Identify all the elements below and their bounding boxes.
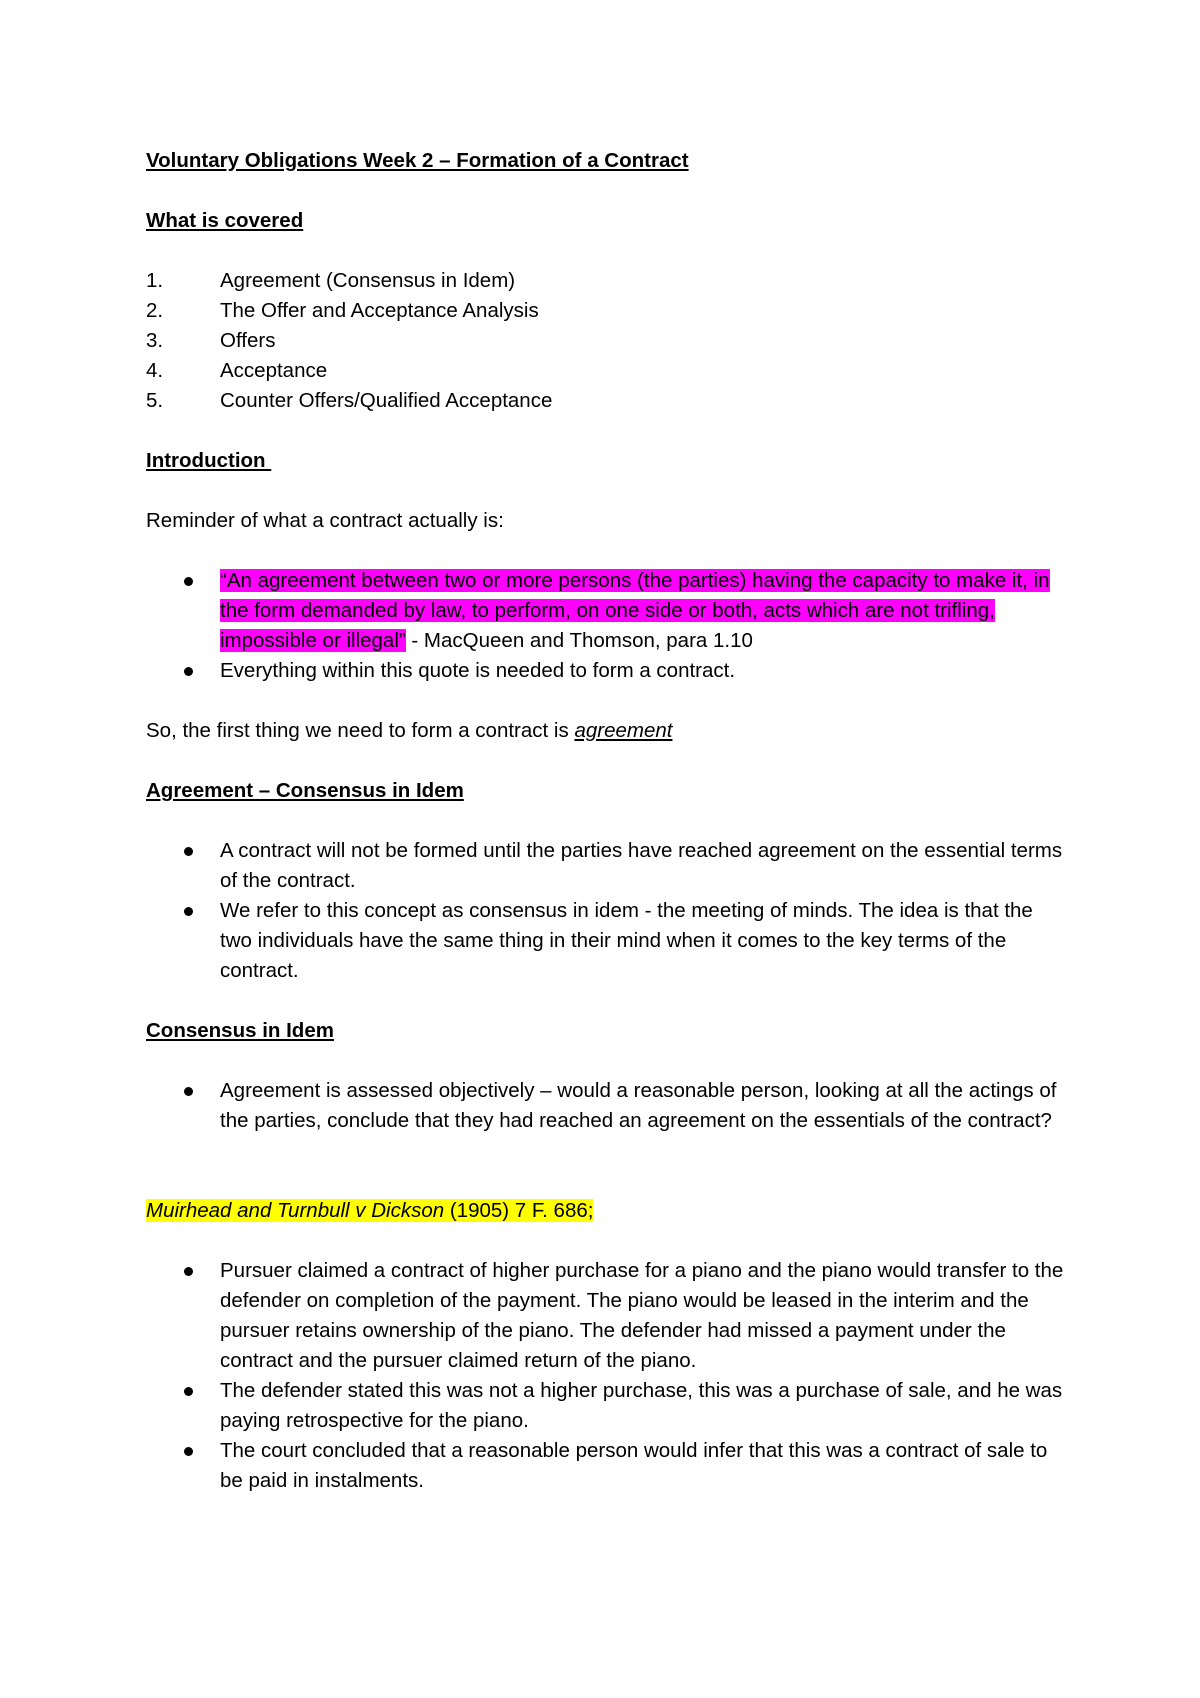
list-item (146, 296, 1066, 326)
list-item (146, 356, 1066, 386)
bullet-icon (184, 1087, 193, 1096)
list-item (146, 656, 1066, 686)
reminder-text: Reminder of what a contract actually is: (146, 509, 504, 532)
first-thing-prefix: So, the first thing we need to form a contract is (146, 719, 575, 742)
case-citation: (1905) 7 F. 686; (444, 1199, 594, 1222)
case-highlight (146, 1199, 593, 1222)
list-item-text: Offers (220, 329, 276, 352)
list-number: 1. (146, 269, 164, 292)
list-item-text: Agreement is assessed objectively – would a reasonable person, looking at all the actings of the parties, conclude that they had reached an agreement on the essentials of the contract? (220, 1079, 1057, 1132)
list-number: 2. (146, 299, 164, 322)
list-item (146, 836, 1066, 896)
list-item (146, 1376, 1066, 1436)
introduction-heading: Introduction (146, 449, 272, 472)
list-item-text: The court concluded that a reasonable person would infer that this was a contract of sale to be paid in instalments. (220, 1439, 1048, 1492)
consensus-bullets (146, 1076, 1066, 1136)
list-item-text: Acceptance (220, 359, 328, 382)
bullet-icon (184, 1267, 193, 1276)
list-item-text: A contract will not be formed until the parties have reached agreement on the essential terms of the contract. (220, 839, 1063, 892)
bullet-icon (184, 667, 193, 676)
document-body (146, 146, 1066, 1496)
bullet-icon (184, 847, 193, 856)
agreement-bullets (146, 836, 1066, 986)
introduction-bullets (146, 566, 1066, 686)
first-thing-text (146, 716, 1066, 746)
agreement-heading: Agreement – Consensus in Idem (146, 779, 464, 802)
list-item (146, 1256, 1066, 1376)
covered-list (146, 266, 1066, 416)
list-item (146, 1076, 1066, 1136)
quote-source: - MacQueen and Thomson, para 1.10 (405, 629, 753, 652)
case-bullets (146, 1256, 1066, 1496)
list-item (146, 266, 1066, 296)
list-item-text: Everything within this quote is needed to form a contract. (220, 659, 736, 682)
bullet-icon (184, 907, 193, 916)
list-item (146, 566, 1066, 656)
list-item (146, 896, 1066, 986)
list-item-text: Agreement (Consensus in Idem) (220, 269, 516, 292)
covered-heading: What is covered (146, 209, 304, 232)
list-item (146, 326, 1066, 356)
list-item-text: The Offer and Acceptance Analysis (220, 299, 539, 322)
list-item-text: Counter Offers/Qualified Acceptance (220, 389, 553, 412)
highlighted-quote: “An agreement between two or more persons (the parties) having the capacity to make it, in the form demanded by law, to perform, on one side or both, acts which are not trifling, impossible or illegal” (220, 569, 1050, 652)
case-name: Muirhead and Turnbull v Dickson (146, 1199, 445, 1222)
list-item (146, 1436, 1066, 1496)
document-title: Voluntary Obligations Week 2 – Formation of a Contract (146, 149, 689, 172)
list-number: 3. (146, 329, 164, 352)
list-item-text: Pursuer claimed a contract of higher purchase for a piano and the piano would transfer to the defender on completion of the payment. The piano would be leased in the interim and the pursuer retains ownership of the piano. The defender had missed a payment under the contract and the pursuer claimed return of the piano. (220, 1259, 1064, 1372)
agreement-emphasis: agreement (574, 719, 673, 742)
bullet-icon (184, 1387, 193, 1396)
bullet-icon (184, 1447, 193, 1456)
list-number: 4. (146, 359, 164, 382)
bullet-icon (184, 577, 193, 586)
list-item-text: The defender stated this was not a higher purchase, this was a purchase of sale, and he was paying retrospective for the piano. (220, 1379, 1063, 1432)
list-item-text: We refer to this concept as consensus in idem - the meeting of minds. The idea is that the two individuals have the same thing in their mind when it comes to the key terms of the contract. (220, 899, 1033, 982)
case-heading (146, 1196, 1066, 1226)
consensus-heading: Consensus in Idem (146, 1019, 334, 1042)
list-number: 5. (146, 389, 164, 412)
list-item (146, 386, 1066, 416)
